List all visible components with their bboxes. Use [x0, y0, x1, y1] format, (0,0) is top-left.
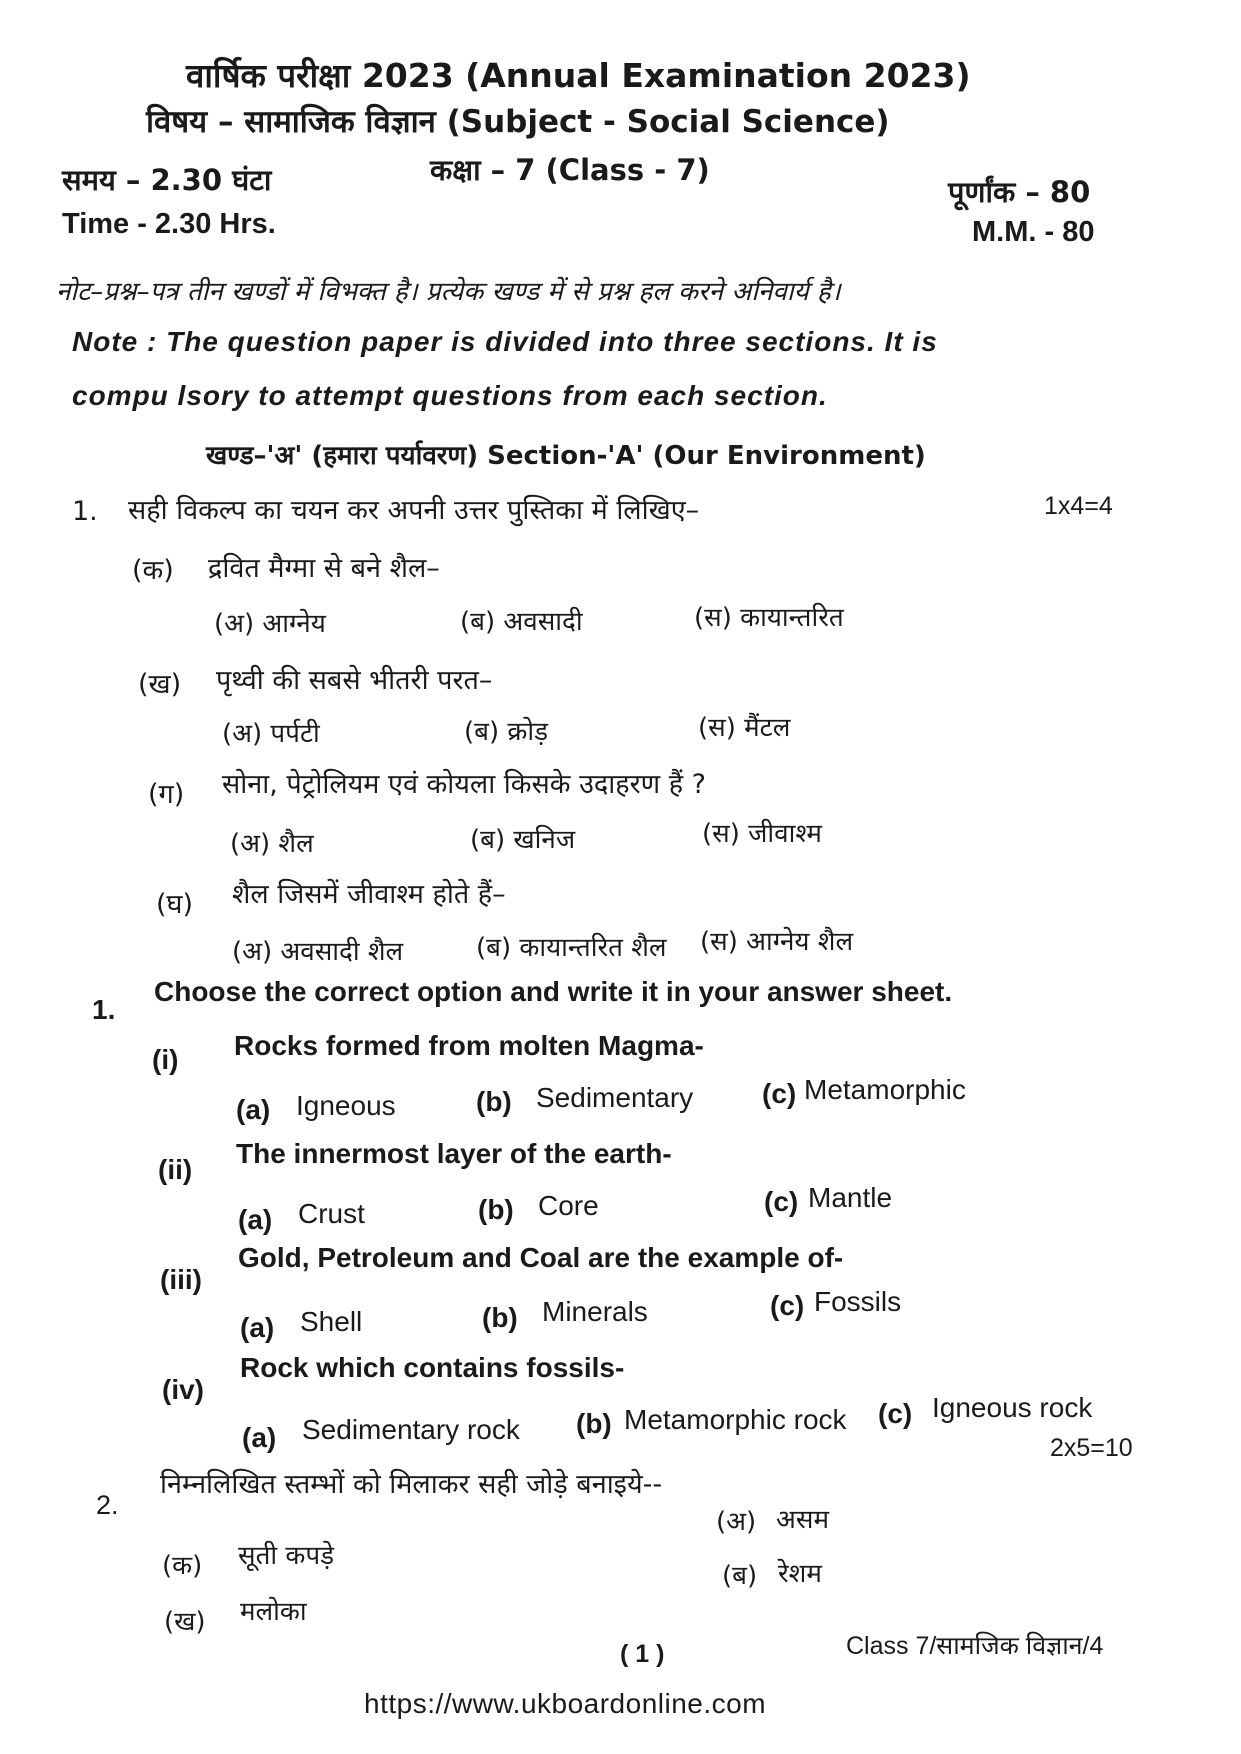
question-text: निम्नलिखित स्तम्भों को मिलाकर सही जोड़े बनाइये--: [160, 1469, 663, 1500]
page-number: ( 1 ): [620, 1640, 665, 1668]
match-right-label: (ब): [722, 1561, 758, 1591]
note-hindi: नोट–प्रश्न–पत्र तीन खण्डों में विभक्त है। प्रत्येक खण्ड में से प्रश्न हल करने अनिवार्य है।: [56, 277, 841, 307]
option-a: Crust: [298, 1198, 365, 1229]
note-english-line1: Note : The question paper is divided into three sections. It is: [72, 326, 938, 357]
option-c: Metamorphic: [804, 1074, 966, 1105]
option-a: Sedimentary rock: [302, 1414, 520, 1445]
sub-question-text: Gold, Petroleum and Coal are the example of-: [238, 1242, 844, 1273]
sub-question-label: (क): [132, 555, 174, 586]
marks-hindi: पूर्णांक – 80: [948, 175, 1091, 209]
question-marks: 1x4=4: [1044, 492, 1113, 520]
option-c: (स) कायान्तरित: [694, 603, 844, 633]
sub-question-label: (ii): [158, 1154, 193, 1185]
section-a-heading: खण्ड–'अ' (हमारा पर्यावरण) Section-'A' (Our Environment): [206, 441, 926, 471]
sub-question-label: (ग): [148, 779, 185, 810]
option-b: Sedimentary: [536, 1082, 694, 1113]
question-text: Choose the correct option and write it in your answer sheet.: [154, 976, 953, 1007]
sub-question-label: (ख): [138, 669, 182, 700]
option-a: (अ) अवसादी शैल: [232, 937, 404, 967]
option-a-label: (a): [240, 1312, 275, 1343]
sub-question-text: The innermost layer of the earth-: [236, 1138, 672, 1169]
time-english: Time - 2.30 Hrs.: [62, 208, 276, 240]
option-c: Fossils: [814, 1286, 902, 1317]
option-a: (अ) पर्पटी: [222, 719, 320, 749]
option-b: Minerals: [542, 1296, 648, 1327]
question-text: सही विकल्प का चयन कर अपनी उत्तर पुस्तिका में लिखिए–: [128, 495, 700, 526]
option-a: (अ) शैल: [230, 829, 314, 859]
option-b: (ब) खनिज: [470, 825, 576, 855]
option-c: (स) जीवाश्म: [702, 819, 822, 849]
sub-question-text: शैल जिसमें जीवाश्म होते हैं–: [232, 879, 506, 910]
paper-code: Class 7/सामजिक विज्ञान/4: [846, 1632, 1104, 1660]
sub-question-label: (घ): [156, 889, 194, 920]
match-left-label: (क): [162, 1551, 203, 1581]
option-a: Shell: [300, 1306, 363, 1337]
option-c: (स) आग्नेय शैल: [700, 927, 854, 957]
sub-question-text: सोना, पेट्रोलियम एवं कोयला किसके उदाहरण हैं ?: [222, 769, 706, 800]
option-b-label: (b): [576, 1408, 612, 1439]
exam-class: कक्षा – 7 (Class - 7): [430, 153, 710, 187]
option-a-label: (a): [238, 1204, 273, 1235]
option-c: (स) मैंटल: [698, 713, 791, 743]
exam-title: वार्षिक परीक्षा 2023 (Annual Examination 2023): [186, 56, 971, 95]
option-a-label: (a): [242, 1422, 277, 1453]
option-b-label: (b): [478, 1194, 514, 1225]
match-right-label: (अ): [716, 1507, 757, 1537]
note-english-line2: compu lsory to attempt questions from each section.: [72, 380, 828, 411]
match-left-text: मलोका: [240, 1597, 307, 1627]
sub-question-label: (i): [152, 1044, 179, 1075]
sub-question-label: (iii): [160, 1264, 202, 1295]
question-marks: 2x5=10: [1050, 1434, 1133, 1462]
option-b: (ब) अवसादी: [460, 607, 583, 637]
marks-english: M.M. - 80: [972, 216, 1095, 248]
option-b: (ब) क्रोड़: [464, 717, 549, 747]
question-number: 2.: [96, 1490, 119, 1520]
option-c-label: (c): [878, 1398, 913, 1429]
question-number: 1.: [72, 496, 98, 527]
option-b: Metamorphic rock: [624, 1404, 847, 1435]
time-hindi: समय – 2.30 घंटा: [62, 163, 272, 197]
option-c-label: (c): [770, 1290, 805, 1321]
match-left-label: (ख): [164, 1607, 206, 1637]
match-right-text: रेशम: [778, 1559, 822, 1589]
sub-question-text: पृथ्वी की सबसे भीतरी परत–: [216, 665, 493, 696]
exam-subject: विषय – सामाजिक विज्ञान (Subject - Social Science): [146, 104, 890, 140]
website-link[interactable]: https://www.ukboardonline.com: [364, 1688, 767, 1719]
match-right-text: असम: [776, 1505, 829, 1535]
option-b: (ब) कायान्तरित शैल: [476, 933, 667, 963]
option-c-label: (c): [762, 1078, 797, 1109]
option-a: Igneous: [296, 1090, 396, 1121]
option-a-label: (a): [236, 1094, 271, 1125]
sub-question-label: (iv): [162, 1374, 204, 1405]
option-b-label: (b): [482, 1302, 518, 1333]
option-a: (अ) आग्नेय: [214, 609, 326, 639]
sub-question-text: द्रवित मैग्मा से बने शैल–: [208, 553, 440, 584]
question-number: 1.: [92, 994, 116, 1025]
option-c-label: (c): [764, 1186, 799, 1217]
option-b-label: (b): [476, 1086, 512, 1117]
sub-question-text: Rocks formed from molten Magma-: [234, 1030, 704, 1061]
option-b: Core: [538, 1190, 599, 1221]
sub-question-text: Rock which contains fossils-: [240, 1352, 625, 1383]
match-left-text: सूती कपड़े: [238, 1541, 335, 1571]
option-c: Igneous rock: [932, 1392, 1093, 1423]
option-c: Mantle: [808, 1182, 893, 1213]
